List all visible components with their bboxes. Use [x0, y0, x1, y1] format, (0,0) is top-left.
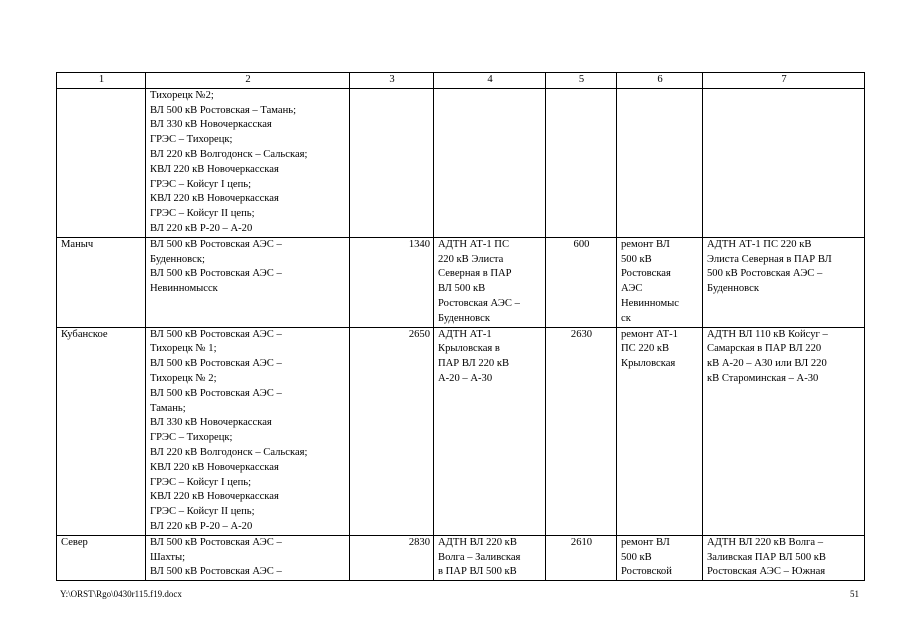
- row3-col7-line: Ростовская АЭС – Южная: [707, 566, 826, 578]
- row3-col6-line: Ростовской: [621, 566, 672, 578]
- header-cell-1: 1: [57, 73, 146, 89]
- row0-col4-cell: [434, 88, 546, 237]
- table-row: [57, 327, 865, 535]
- header-cell-2: 2: [146, 73, 350, 89]
- row2-col2-line: Тихорецк № 1;: [150, 343, 217, 355]
- row3-col7-line: Заливская ПАР ВЛ 500 кВ: [707, 551, 826, 563]
- row1-col2-line: Буденновск;: [150, 253, 205, 265]
- row1-col2-line: ВЛ 500 кВ Ростовская АЭС –: [150, 238, 282, 250]
- row1-col6-line: 500 кВ: [621, 253, 652, 265]
- row2-col6-line: Крыловская: [621, 358, 676, 370]
- table-header-row: [57, 73, 865, 89]
- header-cell-4: 4: [434, 73, 546, 89]
- row1-col6-line: ремонт ВЛ: [621, 238, 670, 250]
- row2-col2-cell: [146, 327, 350, 535]
- row3-col4-line: в ПАР ВЛ 500 кВ: [438, 566, 517, 578]
- row2-col4-cell: [434, 327, 546, 535]
- row3-col4-line: АДТН ВЛ 220 кВ: [438, 536, 517, 548]
- row2-col6-line: ремонт АТ-1: [621, 328, 678, 340]
- row0-col7-cell: [703, 88, 865, 237]
- row0-col2-line: ГРЭС – Тихорецк;: [150, 134, 233, 146]
- row0-col2-line: ВЛ 330 кВ Новочеркасская: [150, 119, 272, 131]
- row1-col2-line: ВЛ 500 кВ Ростовская АЭС –: [150, 268, 282, 280]
- row1-col4-cell: [434, 237, 546, 327]
- row2-col2-line: ВЛ 500 кВ Ростовская АЭС –: [150, 358, 282, 370]
- row2-col3-value: 2650: [350, 327, 434, 535]
- row3-col2-line: ВЛ 500 кВ Ростовская АЭС –: [150, 566, 282, 578]
- row3-section-name: Север: [57, 535, 146, 580]
- row2-col2-line: ВЛ 220 кВ Волгодонск – Сальская;: [150, 446, 308, 458]
- row0-col5-cell: [546, 88, 617, 237]
- header-cell-5: 5: [546, 73, 617, 89]
- row1-col7-line: АДТН АТ-1 ПС 220 кВ: [707, 238, 812, 250]
- row1-col4-line: Буденновск: [438, 312, 490, 324]
- row1-col4-line: 220 кВ Элиста: [438, 253, 504, 265]
- row2-col2-line: ВЛ 500 кВ Ростовская АЭС –: [150, 387, 282, 399]
- row3-col6-line: 500 кВ: [621, 551, 652, 563]
- row2-col2-line: ВЛ 330 кВ Новочеркасская: [150, 417, 272, 429]
- row2-col2-line: Тихорецк № 2;: [150, 372, 217, 384]
- data-table: [56, 72, 865, 581]
- row0-col2-line: ВЛ 220 кВ Волгодонск – Сальская;: [150, 148, 308, 160]
- table-row: [57, 535, 865, 580]
- row2-col2-line: ГРЭС – Койсуг I цепь;: [150, 476, 252, 488]
- row3-col4-line: Волга – Заливская: [438, 551, 521, 563]
- row3-col7-cell: [703, 535, 865, 580]
- row1-col7-line: Элиста Северная в ПАР ВЛ: [707, 253, 832, 265]
- row2-col2-line: ГРЭС – Койсуг II цепь;: [150, 506, 255, 518]
- row2-col6-line: ПС 220 кВ: [621, 343, 670, 355]
- row1-col7-line: 500 кВ Ростовская АЭС –: [707, 268, 823, 280]
- row1-col4-line: Ростовская АЭС –: [438, 297, 520, 309]
- row2-col7-line: Самарская в ПАР ВЛ 220: [707, 343, 822, 355]
- row0-col2-line: ГРЭС – Койсуг II цепь;: [150, 208, 255, 220]
- row3-col2-cell: [146, 535, 350, 580]
- row0-col2-line: КВЛ 220 кВ Новочеркасская: [150, 193, 279, 205]
- row3-col3-value: 2830: [350, 535, 434, 580]
- row2-col4-line: АДТН АТ-1: [438, 328, 492, 340]
- row2-col4-line: А-20 – А-30: [438, 372, 493, 384]
- row0-col1-cell: [57, 88, 146, 237]
- row1-col6-line: Ростовская: [621, 268, 671, 280]
- header-cell-3: 3: [350, 73, 434, 89]
- row0-col2-line: КВЛ 220 кВ Новочеркасская: [150, 163, 279, 175]
- row2-col7-cell: [703, 327, 865, 535]
- row2-col2-line: КВЛ 220 кВ Новочеркасская: [150, 491, 279, 503]
- row1-col6-line: Невинномыс: [621, 297, 679, 309]
- row1-col2-line: Невинномысск: [150, 283, 218, 295]
- row1-col6-cell: [617, 237, 703, 327]
- table-row: [57, 237, 865, 327]
- row0-col6-cell: [617, 88, 703, 237]
- row2-col2-line: ГРЭС – Тихорецк;: [150, 432, 233, 444]
- row3-col2-line: ВЛ 500 кВ Ростовская АЭС –: [150, 536, 282, 548]
- row3-col2-line: Шахты;: [150, 551, 186, 563]
- row0-col2-cell: [146, 88, 350, 237]
- header-cell-7: 7: [703, 73, 865, 89]
- table-row: [57, 88, 865, 237]
- row1-col7-cell: [703, 237, 865, 327]
- row0-col2-line: ГРЭС – Койсуг I цепь;: [150, 178, 252, 190]
- row3-col4-cell: [434, 535, 546, 580]
- row3-col5-value: 2610: [546, 535, 617, 580]
- row2-col2-line: КВЛ 220 кВ Новочеркасская: [150, 461, 279, 473]
- row2-section-name: Кубанское: [57, 327, 146, 535]
- row2-col4-line: Крыловская в: [438, 343, 500, 355]
- row1-col4-line: ВЛ 500 кВ: [438, 283, 486, 295]
- header-cell-6: 6: [617, 73, 703, 89]
- row2-col5-value: 2630: [546, 327, 617, 535]
- row1-col4-line: Северная в ПАР: [438, 268, 512, 280]
- row2-col2-line: Тамань;: [150, 402, 186, 414]
- row2-col6-cell: [617, 327, 703, 535]
- row2-col7-line: АДТН ВЛ 110 кВ Койсуг –: [707, 328, 828, 340]
- footer-file-path: Y:\ORST\Rgo\0430r115.f19.docx: [60, 589, 182, 599]
- footer-page-number: 51: [850, 589, 859, 599]
- row2-col7-line: кВ А-20 – А30 или ВЛ 220: [707, 358, 827, 370]
- row0-col2-line: ВЛ 500 кВ Ростовская – Тамань;: [150, 104, 297, 116]
- row1-section-name: Маныч: [57, 237, 146, 327]
- row2-col7-line: кВ Староминская – А-30: [707, 372, 819, 384]
- row1-col3-value: 1340: [350, 237, 434, 327]
- row1-col5-value: 600: [546, 237, 617, 327]
- row2-col2-line: ВЛ 220 кВ Р-20 – А-20: [150, 520, 253, 532]
- row1-col6-line: АЭС: [621, 283, 643, 295]
- row2-col2-line: ВЛ 500 кВ Ростовская АЭС –: [150, 328, 282, 340]
- row3-col6-line: ремонт ВЛ: [621, 536, 670, 548]
- row1-col2-cell: [146, 237, 350, 327]
- row1-col4-line: АДТН АТ-1 ПС: [438, 238, 510, 250]
- row1-col6-line: ск: [621, 312, 631, 324]
- row0-col2-line: ВЛ 220 кВ Р-20 – А-20: [150, 222, 253, 234]
- row2-col4-line: ПАР ВЛ 220 кВ: [438, 358, 510, 370]
- row3-col7-line: АДТН ВЛ 220 кВ Волга –: [707, 536, 824, 548]
- row3-col6-cell: [617, 535, 703, 580]
- row0-col2-line: Тихорецк №2;: [150, 89, 214, 101]
- row1-col7-line: Буденновск: [707, 283, 759, 295]
- row0-col3-cell: [350, 88, 434, 237]
